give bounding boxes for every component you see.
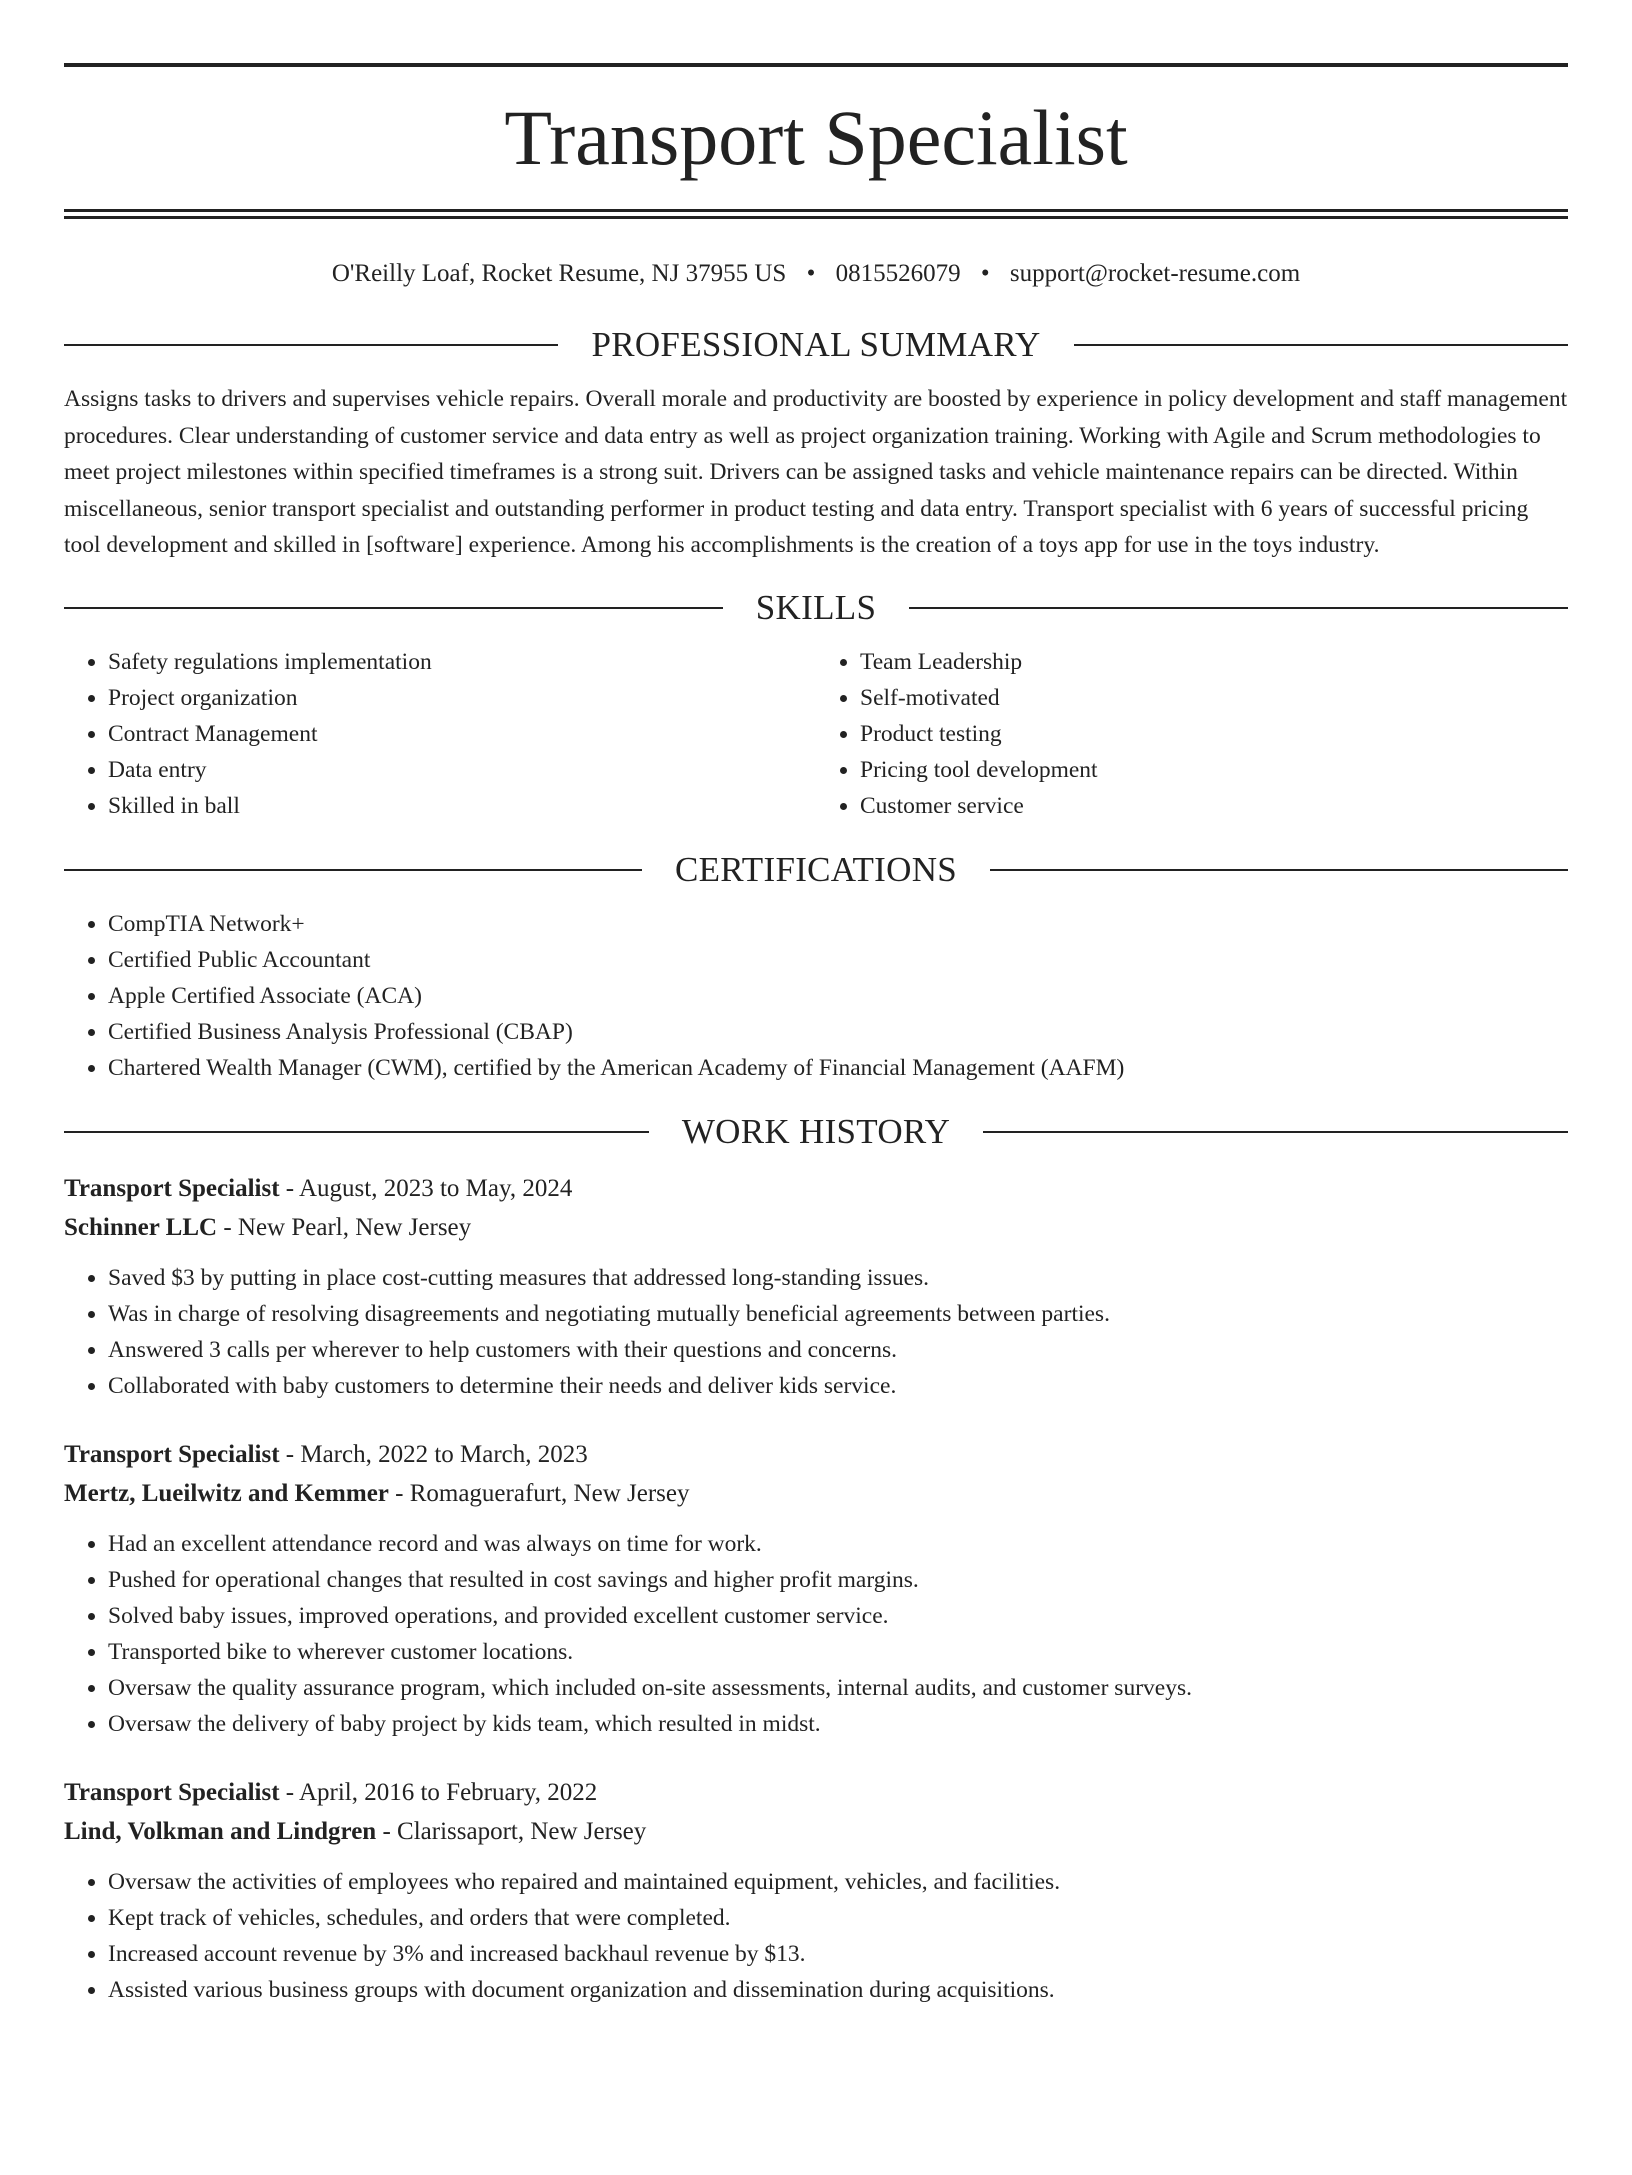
work-section-header [64, 1110, 1568, 1154]
contact-email: support@rocket-resume.com [1009, 260, 1301, 287]
contact-address: O'Reilly Loaf, Rocket Resume, NJ 37955 US [331, 260, 787, 287]
contact-separator: • [806, 260, 816, 287]
certification-item: • CompTIA Network+ [108, 906, 1568, 942]
job-location: - Clarissaport, New Jersey [376, 1817, 647, 1845]
job-position: Transport Specialist [64, 1174, 280, 1202]
job-company-line [64, 1474, 1568, 1514]
section-rule [64, 607, 723, 609]
skill-item: • Self-motivated [860, 680, 1568, 716]
job-bullet: • Oversaw the delivery of baby project by kids team, which resulted in midst. [108, 1706, 1568, 1742]
resume-name: Transport Specialist [504, 94, 1128, 181]
skills-list-left [64, 644, 816, 824]
job-company-line [64, 1812, 1568, 1852]
job-bullet: • Oversaw the activities of employees who repaired and maintained equipment, vehicles, and facilities. [108, 1864, 1568, 1900]
top-rule [64, 63, 1568, 67]
section-rule [64, 1131, 649, 1133]
skills-section-title: SKILLS [755, 587, 877, 627]
job-bullets [64, 1526, 1568, 1742]
double-rule [64, 209, 1568, 219]
certification-item: • Apple Certified Associate (ACA) [108, 978, 1568, 1014]
summary-text: Assigns tasks to drivers and supervises vehicle repairs. Overall morale and productivity are boosted by experience in policy development and staff management procedures. Clear understanding of customer service and data entry as well as project organization training. Working with Agile and Scrum methodologies to meet project milestones within specified timeframes is a strong suit. Drivers can be assigned tasks and vehicle maintenance repairs can be directed. Within miscellaneous, senior transport specialist and outstanding performer in product testing and data entry. Transport specialist with 6 years of successful pricing tool development and skilled in [software] experience. Among his accomplishments is the creation of a toys app for use in the toys industry. [64, 386, 1568, 558]
job-title-line [64, 1170, 1568, 1208]
section-rule [1074, 344, 1568, 346]
job-company: Schinner LLC [64, 1213, 218, 1241]
section-rule [909, 607, 1568, 609]
section-rule [64, 344, 558, 346]
section-rule [983, 1131, 1568, 1133]
job-bullet: • Solved baby issues, improved operations, and provided excellent customer service. [108, 1598, 1568, 1634]
skill-item: • Data entry [108, 752, 816, 788]
job-bullets [64, 1260, 1568, 1404]
summary-section-header [64, 323, 1568, 367]
section-rule [990, 869, 1568, 871]
certification-item: • Certified Business Analysis Professional (CBAP) [108, 1014, 1568, 1050]
certifications-list [64, 906, 1568, 1086]
skill-item: • Customer service [860, 788, 1568, 824]
skills-list-right [816, 644, 1568, 824]
job-position: Transport Specialist [64, 1778, 280, 1806]
certification-item: • Chartered Wealth Manager (CWM), certified by the American Academy of Financial Management (AAFM) [108, 1050, 1568, 1086]
skill-item: • Team Leadership [860, 644, 1568, 680]
job-bullet: • Increased account revenue by 3% and increased backhaul revenue by $13. [108, 1936, 1568, 1972]
section-rule [64, 869, 642, 871]
skill-item: • Pricing tool development [860, 752, 1568, 788]
job-title-line [64, 1774, 1568, 1812]
job-bullet: • Saved $3 by putting in place cost-cutting measures that addressed long-standing issues. [108, 1260, 1568, 1296]
skills-grid [64, 644, 1568, 824]
skill-item: • Safety regulations implementation [108, 644, 816, 680]
certifications-section-title: CERTIFICATIONS [674, 849, 958, 889]
skill-item: • Project organization [108, 680, 816, 716]
job-bullet: • Had an excellent attendance record and was always on time for work. [108, 1526, 1568, 1562]
job-location: - Romaguerafurt, New Jersey [388, 1479, 690, 1507]
job-entry [64, 1170, 1568, 1404]
resume-page [0, 63, 1632, 2175]
certification-item: • Certified Public Accountant [108, 942, 1568, 978]
job-company: Lind, Volkman and Lindgren [64, 1817, 377, 1845]
job-company: Mertz, Lueilwitz and Kemmer [64, 1479, 389, 1507]
summary-section-title: PROFESSIONAL SUMMARY [591, 325, 1041, 364]
contact-line [64, 257, 1568, 291]
certifications-section-header [64, 848, 1568, 892]
skill-item: • Skilled in ball [108, 788, 816, 824]
job-title-line [64, 1436, 1568, 1474]
job-entry [64, 1436, 1568, 1742]
job-location: - New Pearl, New Jersey [217, 1213, 472, 1241]
skills-section-header [64, 586, 1568, 630]
skill-item: • Contract Management [108, 716, 816, 752]
skill-item: • Product testing [860, 716, 1568, 752]
work-section-title: WORK HISTORY [681, 1111, 951, 1151]
job-position: Transport Specialist [64, 1440, 280, 1468]
job-bullet: • Transported bike to wherever customer locations. [108, 1634, 1568, 1670]
job-entry [64, 1774, 1568, 2008]
job-dates: - April, 2016 to February, 2022 [279, 1778, 598, 1806]
job-bullet: • Was in charge of resolving disagreements and negotiating mutually beneficial agreements between parties. [108, 1296, 1568, 1332]
job-bullet: • Assisted various business groups with document organization and dissemination during acquisitions. [108, 1972, 1568, 2008]
job-bullet: • Oversaw the quality assurance program, which included on-site assessments, internal audits, and customer surveys. [108, 1670, 1568, 1706]
job-dates: - August, 2023 to May, 2024 [279, 1174, 573, 1202]
job-bullet: • Kept track of vehicles, schedules, and orders that were completed. [108, 1900, 1568, 1936]
job-dates: - March, 2022 to March, 2023 [279, 1440, 588, 1468]
job-bullets [64, 1864, 1568, 2008]
job-bullet: • Pushed for operational changes that resulted in cost savings and higher profit margins. [108, 1562, 1568, 1598]
job-company-line [64, 1208, 1568, 1248]
contact-phone: 0815526079 [835, 260, 961, 287]
job-bullet: • Answered 3 calls per wherever to help customers with their questions and concerns. [108, 1332, 1568, 1368]
job-bullet: • Collaborated with baby customers to determine their needs and deliver kids service. [108, 1368, 1568, 1404]
contact-separator: • [980, 260, 990, 287]
